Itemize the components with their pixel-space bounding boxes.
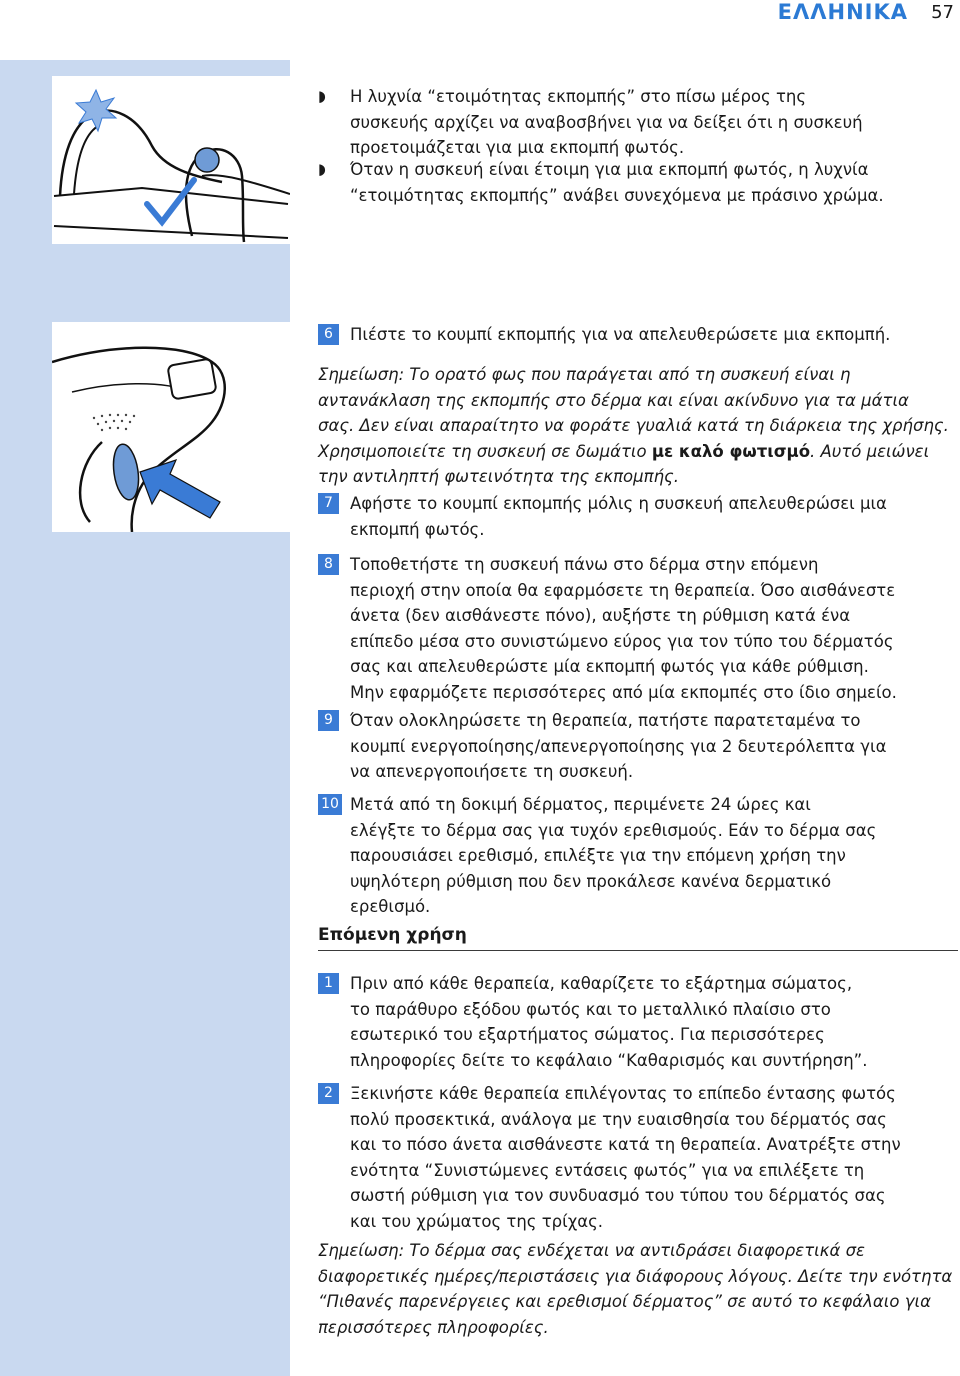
text-line: Η λυχνία “ετοιμότητας εκπομπής” στο πίσω μέρος της [350, 87, 807, 106]
text-line: Πριν από κάθε θεραπεία, καθαρίζετε το εξάρτημα σώματος, [350, 974, 853, 993]
step-8 [318, 552, 958, 705]
bullet-item [318, 157, 958, 208]
text-line: Σημείωση: Το δέρμα σας ενδέχεται να αντιδράσει διαφορετικά σε [318, 1241, 865, 1260]
note-visible-light [318, 362, 958, 490]
emphasis-text: με καλό φωτισμό [651, 441, 811, 461]
step-6 [318, 322, 958, 348]
bullet-arrow-icon: ◗ [318, 160, 326, 178]
text-line: “Πιθανές παρενέργειες και ερεθισμοί δέρματος” σε αυτό το κεφάλαιο για [318, 1292, 931, 1311]
text-line: Όταν η συσκευή είναι έτοιμη για μια εκπομπή φωτός, η λυχνία [350, 160, 869, 179]
text-line: εσωτερικό του εξαρτήματος σώματος. Για περισσότερες [350, 1025, 825, 1044]
step-number-badge: 10 [318, 794, 342, 815]
text-line: Αφήστε το κουμπί εκπομπής μόλις η συσκευή απελευθερώσει μια [350, 494, 887, 513]
step-number-badge: 1 [318, 973, 339, 994]
text-line: Όταν ολοκληρώσετε τη θεραπεία, πατήστε παρατεταμένα το [350, 711, 861, 730]
text-line: Μην εφαρμόζετε περισσότερες από μία εκπομπές στο ίδιο σημείο. [350, 682, 897, 702]
speaker-grille [93, 414, 135, 431]
text-line: σας. Δεν είναι απαραίτητο να φοράτε γυαλιά κατά τη διάρκεια της χρήσης. [318, 416, 949, 435]
text-line: πληροφορίες δείτε το κεφάλαιο “Καθαρισμός και συντήρηση”. [350, 1050, 868, 1070]
next-use-step-2 [318, 1081, 958, 1234]
text-line: περιοχή στην οποία θα εφαρμόσετε τη θεραπεία. Όσο αισθάνεστε [350, 580, 896, 600]
page-number: 57 [931, 2, 954, 23]
page-header [0, 0, 960, 30]
text-line: να απενεργοποιήσετε τη συσκευή. [350, 762, 634, 781]
text-line: αντανάκλαση της εκπομπής στο δέρμα και είναι ακίνδυνο για τα μάτια [318, 390, 909, 410]
text-line: ελέγξτε το δέρμα σας για τυχόν ερεθισμούς. Εάν το δέρμα σας [350, 820, 877, 840]
text-line: Τοποθετήστε τη συσκευή πάνω στο δέρμα στην επόμενη [350, 555, 819, 574]
text-line [318, 439, 958, 465]
illustration-ready-light [52, 76, 290, 244]
text-line: την αντιληπτή φωτεινότητα της εκπομπής. [318, 467, 679, 486]
text-line: άνετα (δεν αισθάνεστε πόνο), αυξήστε τη ρύθμιση κατά ένα [350, 606, 851, 625]
device-press-drawing [52, 322, 290, 532]
text-line: πολύ προσεκτικά, ανάλογα με την ευαισθησία του δέρματός σας [350, 1109, 887, 1129]
note-skin-reaction [318, 1238, 958, 1340]
heading-divider [318, 950, 958, 951]
text-line: διαφορετικές ημέρες/περιστάσεις για διάφορους λόγους. Δείτε την ενότητα [318, 1266, 953, 1286]
language-label: ΕΛΛΗΝΙΚΑ [777, 0, 908, 24]
text-line: Ξεκινήστε κάθε θεραπεία επιλέγοντας το επίπεδο έντασης φωτός [350, 1084, 896, 1103]
device-ready-light-drawing [52, 76, 290, 244]
push-arrow-icon [140, 460, 220, 518]
text-span: . Αυτό μειώνει [810, 441, 930, 461]
text-line: κουμπί ενεργοποίησης/απενεργοποίησης για 2 δευτερόλεπτα για [350, 736, 887, 756]
text-line: το παράθυρο εξόδου φωτός και το μεταλλικό πλαίσιο στο [350, 999, 831, 1019]
step-number-badge: 2 [318, 1083, 339, 1104]
text-line: Μετά από τη δοκιμή δέρματος, περιμένετε 24 ώρες και [350, 795, 811, 814]
section-heading: Επόμενη χρήση [318, 925, 467, 945]
text-line: παρουσιάσει ερεθισμό, επιλέξτε για την επόμενη χρήση την [350, 846, 846, 865]
text-line: εκπομπή φωτός. [350, 519, 485, 539]
text-span: Χρησιμοποιείτε τη συσκευή σε δωμάτιο [318, 441, 652, 461]
sidebar-background [0, 60, 290, 1376]
text-line: ενότητα “Συνιστώμενες εντάσεις φωτός” για να επιλέξετε τη [350, 1160, 865, 1180]
step-number-badge: 8 [318, 554, 339, 575]
step-9 [318, 708, 958, 785]
text-line: ερεθισμό. [350, 897, 431, 916]
step-number-badge: 6 [318, 324, 339, 345]
text-line: υψηλότερη ρύθμιση που δεν προκάλεσε κανένα δερματικό [350, 871, 832, 891]
text-line: περισσότερες πληροφορίες. [318, 1317, 549, 1337]
next-use-step-1 [318, 971, 958, 1073]
text-line: Σημείωση: Το ορατό φως που παράγεται από τη συσκευή είναι η [318, 365, 851, 384]
text-line: προετοιμάζεται για μια εκπομπή φωτός. [350, 138, 685, 157]
text-line: “ετοιμότητας εκπομπής” ανάβει συνεχόμενα με πράσινο χρώμα. [350, 185, 884, 205]
step-number-badge: 7 [318, 493, 339, 514]
text-line: συσκευής αρχίζει να αναβοσβήνει για να δείξει ότι η συσκευή [350, 112, 863, 132]
text-line: και το πόσο άνετα αισθάνεστε κατά τη θεραπεία. Ανατρέξτε στην [350, 1135, 901, 1154]
text-line: σωστή ρύθμιση για τον συνδυασμό του τύπου του δέρματός σας [350, 1186, 886, 1205]
bullet-arrow-icon: ◗ [318, 87, 326, 105]
text-line: και του χρώματος της τρίχας. [350, 1211, 604, 1231]
text-line: Πιέστε το κουμπί εκπομπής για να απελευθερώσετε μια εκπομπή. [350, 325, 891, 344]
text-line: σας και απελευθερώστε μία εκπομπή φωτός για κάθε ρύθμιση. [350, 657, 869, 676]
step-7 [318, 491, 958, 542]
illustration-flash-button [52, 322, 290, 532]
text-line: επίπεδο μέσα στο συνιστώμενο εύρος για τον τύπο του δέρματός [350, 631, 894, 651]
bullet-item [318, 84, 958, 161]
step-10 [318, 792, 958, 920]
step-number-badge: 9 [318, 710, 339, 731]
